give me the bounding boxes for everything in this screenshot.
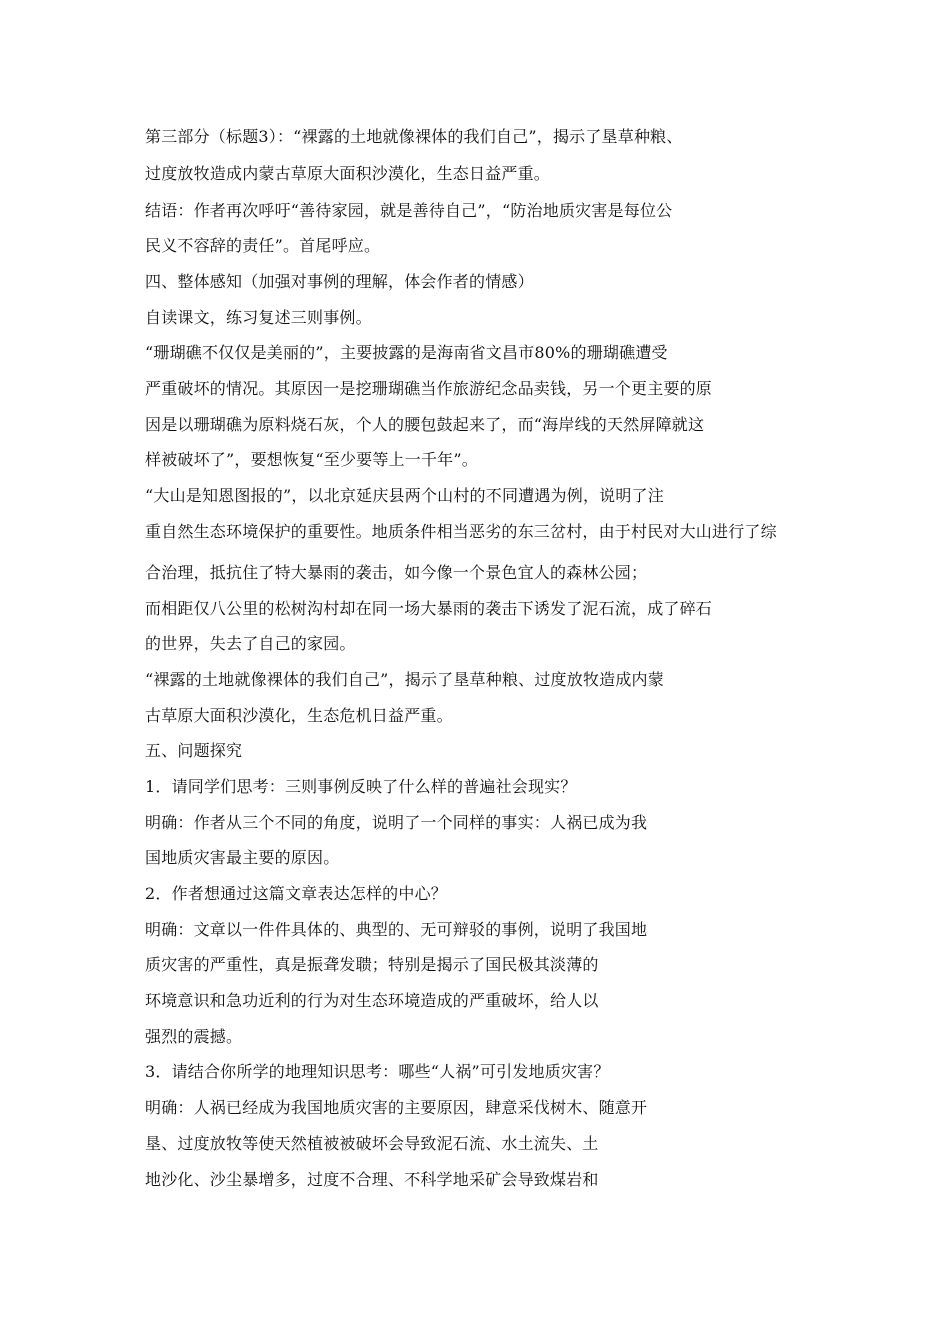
text-line: 严重破坏的情况。其原因一是挖珊瑚礁当作旅游纪念品卖钱，另一个更主要的原: [145, 379, 713, 398]
text-line: 垦、过度放牧等使天然植被被破坏会导致泥石流、水土流失、土: [145, 1134, 599, 1153]
text-line: 因是以珊瑚礁为原料烧石灰，个人的腰包鼓起来了，而“海岸线的天然屏障就这: [145, 415, 705, 434]
text-line: 而相距仅八公里的松树沟村却在同一场大暴雨的袭击下诱发了泥石流，成了碎石: [145, 599, 713, 618]
text-line: “大山是知恩图报的”，以北京延庆县两个山村的不同遭遇为例，说明了注: [145, 486, 664, 505]
text-line: 明确：人祸已经成为我国地质灾害的主要原因，肆意采伐树木、随意开: [145, 1098, 648, 1117]
question-1: 1．请同学们思考：三则事例反映了什么样的普遍社会现实？: [145, 777, 577, 796]
text-line: 民义不容辞的责任”。首尾呼应。: [145, 236, 381, 255]
text-line: “裸露的土地就像裸体的我们自己”，揭示了垦草种粮、过度放牧造成内蒙: [145, 670, 664, 689]
question-3: 3．请结合你所学的地理知识思考：哪些“人祸”可引发地质灾害？: [145, 1062, 610, 1081]
text-line: “珊瑚礁不仅仅是美丽的”，主要披露的是海南省文昌市80%的珊瑚礁遭受: [145, 343, 668, 362]
text-line: 重自然生态环境保护的重要性。地质条件相当恶劣的东三岔村，由于村民对大山进行了综: [145, 522, 777, 541]
text-line: 的世界，失去了自己的家园。: [145, 634, 356, 653]
text-line: 质灾害的严重性，真是振聋发聩；特别是揭示了国民极其淡薄的: [145, 955, 599, 974]
text-line: 第三部分（标题3）：“裸露的土地就像裸体的我们自己”，揭示了垦草种粮、: [145, 127, 683, 146]
section-heading: 五、问题探究: [145, 741, 243, 760]
text-line: 明确：作者从三个不同的角度，说明了一个同样的事实：人祸已成为我: [145, 813, 648, 832]
text-line: 过度放牧造成内蒙古草原大面积沙漠化，生态日益严重。: [145, 164, 551, 183]
text-line: 明确：文章以一件件具体的、典型的、无可辩驳的事例，说明了我国地: [145, 920, 648, 939]
text-line: 合治理，抵抗住了特大暴雨的袭击，如今像一个景色宜人的森林公园；: [145, 563, 648, 582]
text-line: 国地质灾害最主要的原因。: [145, 848, 340, 867]
text-line: 环境意识和急功近利的行为对生态环境造成的严重破坏，给人以: [145, 991, 599, 1010]
text-line: 古草原大面积沙漠化，生态危机日益严重。: [145, 706, 453, 725]
section-heading: 四、整体感知（加强对事例的理解，体会作者的情感）: [145, 272, 534, 291]
text-line: 自读课文，练习复述三则事例。: [145, 308, 372, 327]
question-2: 2．作者想通过这篇文章表达怎样的中心？: [145, 884, 447, 903]
text-line: 强烈的震撼。: [145, 1027, 243, 1046]
text-line: 结语：作者再次呼吁“善待家园，就是善待自己”，“防治地质灾害是每位公: [145, 201, 673, 220]
text-line: 地沙化、沙尘暴增多，过度不合理、不科学地采矿会导致煤岩和: [145, 1170, 599, 1189]
text-line: 样被破坏了”，要想恢复“至少要等上一千年”。: [145, 450, 478, 469]
